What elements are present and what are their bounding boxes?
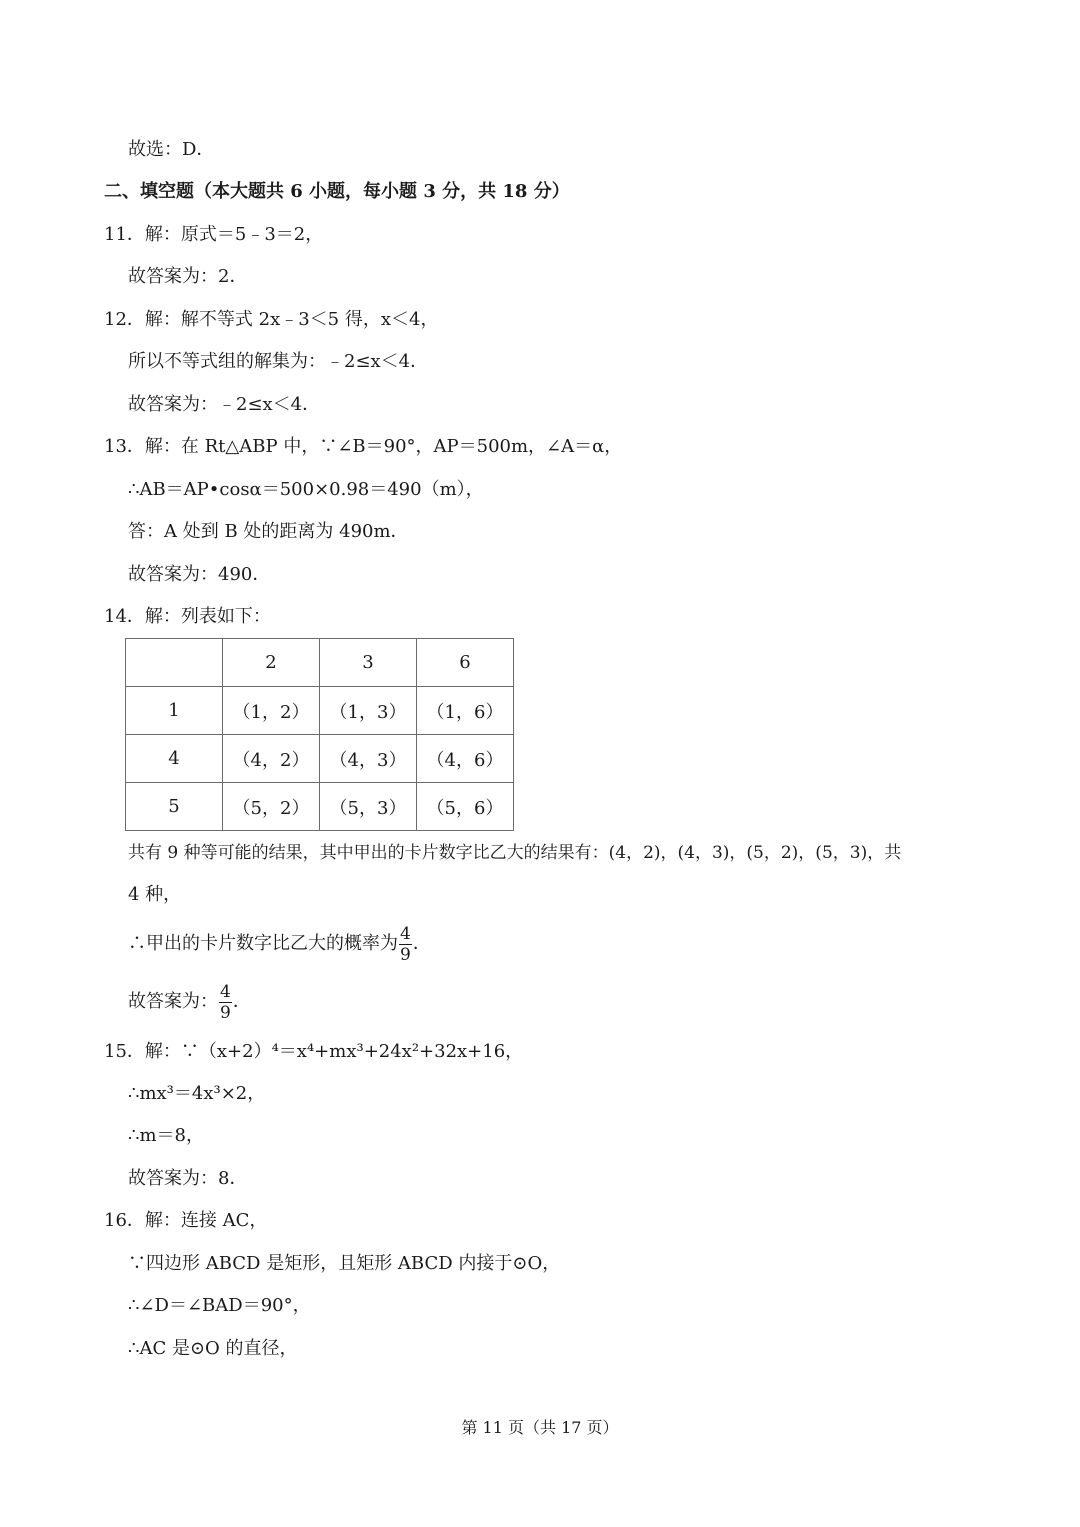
outcome-table: [125, 638, 514, 831]
period: ．: [412, 933, 431, 954]
table-cell: 2: [223, 639, 320, 687]
page-footer: 第 11 页（共 17 页）: [461, 1418, 619, 1437]
fraction: [219, 982, 232, 1023]
q13-response: 答：A 处到 B 处的距离为 490m．: [128, 521, 409, 542]
period: ．: [232, 991, 251, 1012]
q11-solution: 11．解：原式＝5﹣3＝2，: [104, 224, 324, 245]
q15-answer: 故答案为：8．: [128, 1168, 248, 1189]
q15-step: ∴mx³＝4x³×2，: [128, 1083, 266, 1104]
q15-solution: 15．解：∵（x+2）⁴＝x⁴+mx³+24x²+32x+16，: [104, 1041, 524, 1062]
q14-outcomes: 共有 9 种等可能的结果，其中甲出的卡片数字比乙大的结果有：(4，2)，(4，3)，(5，2)，(5，3)，共: [128, 843, 902, 863]
table-cell: [126, 639, 223, 687]
table-cell: 6: [417, 639, 514, 687]
answer-choice-line: 故选：D．: [128, 139, 215, 160]
table-row: [126, 687, 514, 735]
fraction: [399, 924, 412, 965]
fraction-denominator: 9: [400, 944, 411, 965]
q12-answer: 故答案为：﹣2≤x＜4．: [128, 394, 321, 415]
q14-answer: [128, 980, 251, 1024]
q12-solution: 12．解：解不等式 2x﹣3＜5 得，x＜4，: [104, 309, 439, 330]
table-cell: 3: [320, 639, 417, 687]
table-row: [126, 735, 514, 783]
q16-angles: ∴∠D＝∠BAD＝90°，: [128, 1295, 311, 1316]
table-cell: （1，3）: [320, 687, 417, 735]
table-cell: 1: [126, 687, 223, 735]
q14-answer-text: 故答案为：: [128, 991, 218, 1012]
q16-solution: 16．解：连接 AC，: [104, 1210, 268, 1231]
table-cell: （5，3）: [320, 783, 417, 831]
q16-diameter: ∴AC 是⊙O 的直径，: [128, 1338, 298, 1359]
table-row: [126, 783, 514, 831]
table-cell: （4，2）: [223, 735, 320, 783]
fraction-numerator: 4: [400, 923, 411, 944]
q13-solution: 13．解：在 Rt△ABP 中，∵∠B＝90°，AP＝500m，∠A＝α，: [104, 436, 623, 457]
q13-calculation: ∴AB＝AP•cosα＝500×0.98＝490（m），: [128, 479, 484, 500]
q16-step: ∵四边形 ABCD 是矩形，且矩形 ABCD 内接于⊙O，: [128, 1253, 561, 1274]
table-cell: 5: [126, 783, 223, 831]
table-cell: （5，6）: [417, 783, 514, 831]
q14-probability: [128, 922, 431, 966]
q14-count: 4 种，: [128, 884, 182, 905]
table-cell: （5，2）: [223, 783, 320, 831]
q14-probability-text: ∴甲出的卡片数字比乙大的概率为: [128, 933, 398, 954]
q14-solution: 14．解：列表如下：: [104, 606, 271, 627]
q11-answer: 故答案为：2．: [128, 266, 248, 287]
fraction-denominator: 9: [220, 1002, 231, 1023]
table-cell: （4，6）: [417, 735, 514, 783]
section-heading: 二、填空题（本大题共 6 小题，每小题 3 分，共 18 分）: [104, 181, 570, 202]
table-header-row: [126, 639, 514, 687]
table-cell: （4，3）: [320, 735, 417, 783]
fraction-numerator: 4: [220, 981, 231, 1002]
table-cell: （1，6）: [417, 687, 514, 735]
table-cell: 4: [126, 735, 223, 783]
q12-solution-set: 所以不等式组的解集为：﹣2≤x＜4．: [128, 351, 429, 372]
q13-answer: 故答案为：490．: [128, 564, 271, 585]
q15-result: ∴m＝8，: [128, 1125, 204, 1146]
table-cell: （1，2）: [223, 687, 320, 735]
